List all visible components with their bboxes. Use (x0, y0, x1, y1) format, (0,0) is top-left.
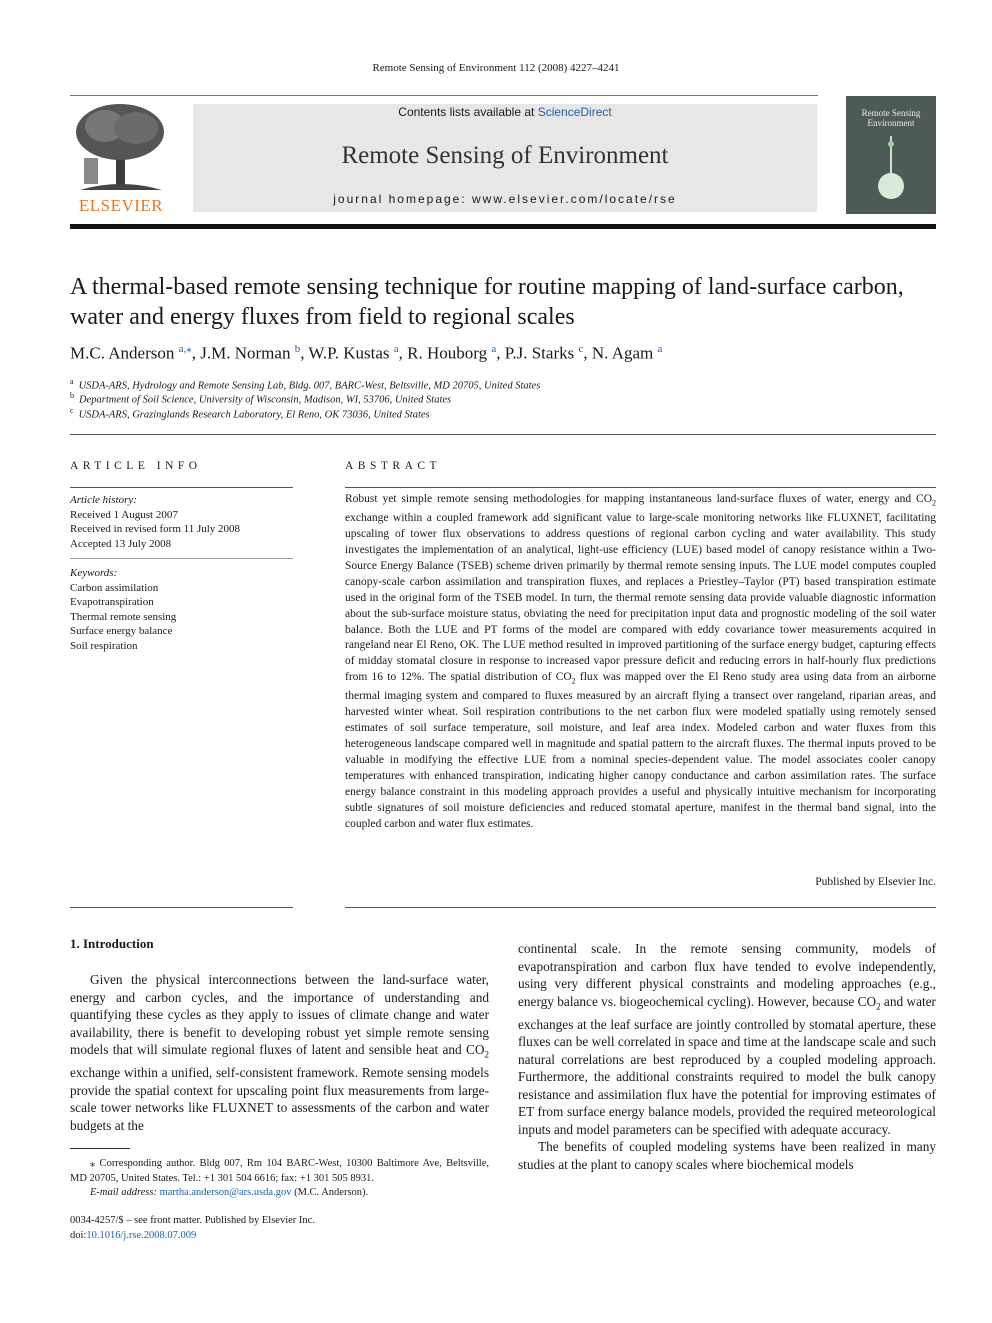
affiliation-text: Department of Soil Science, University of Wisconsin, Madison, WI, 53706, United States (79, 394, 452, 406)
publisher-logo-text: ELSEVIER (78, 196, 164, 215)
keyword-item: Thermal remote sensing (70, 610, 177, 623)
body-text: and water exchanges at the leaf surface are jointly controlled by stomatal aperture, these fluxes can be well correlated in space and time at the landscape scale and such natural correlations are best reproduced by a coupled modeling approach. Furthermore, the additional constraints required to model the bulk canopy resistance and assimilation flux have the potential for improving estimates of ET from surface energy balance models, provided the required meteorological inputs and model parameters can be specified with adequate accuracy. (518, 993, 936, 1137)
keywords-label: Keywords: (70, 567, 118, 579)
history-item: Received 1 August 2007 (70, 508, 178, 521)
history-item: Accepted 13 July 2008 (70, 537, 172, 550)
cover-globe-icon (871, 136, 911, 206)
contents-line (193, 105, 817, 119)
intro-right-column (518, 940, 936, 1173)
subscript: 2 (571, 676, 576, 686)
history-label: Article history: (70, 494, 137, 506)
author-separator: , (398, 343, 408, 363)
author-affil-marker[interactable]: a (491, 343, 497, 355)
article-info-rule (70, 487, 293, 488)
header-thick-rule (70, 224, 936, 229)
abstract-part: exchange within a coupled framework add significant value to large-scale monitoring networks like FLUXNET, facilitating upscaling of tower flux observations to address questions of regional carbon cycling and water availability. This study investigates the implementation of an analytical, light-use efficiency (LUE) based model of canopy resistance within a Two-Source Energy Balance (TSEB) scheme driven primarily by thermal remote sensing inputs. The LUE model computes coupled canopy-scale carbon assimilation and transpiration fluxes, and replaces a Priestley–Taylor (PT) based transpiration estimate used in the original form of the TSEB model. In turn, the thermal remote sensing data provide valuable diagnostic information about the sub-surface moisture status, obviating the need for precipitation input data and prognostic modeling of the soil water balance. Both the LUE and PT forms of the model are compared with eddy covariance tower measurements acquired in rangeland near El Reno, OK. The LUE method resulted in improved partitioning of the surface energy budget, capturing effects of midday stomatal closure in response to increased vapor pressure deficit and reducing errors in half-hourly flux predictions from 16 to 12%. The spatial distribution of CO (345, 512, 936, 684)
section-rule-right (345, 907, 936, 908)
issn-line: 0034-4257/$ – see front matter. Published by Elsevier Inc. (70, 1215, 315, 1226)
sciencedirect-link[interactable]: ScienceDirect (537, 105, 612, 119)
author-name: P.J. Starks (504, 343, 575, 363)
body-text: The benefits of coupled modeling systems have been realized in many studies at the plant to canopy scales where biochemical models (518, 1139, 936, 1172)
header-top-rule (70, 95, 818, 96)
doi-line (70, 1229, 489, 1244)
keyword-item: Evapotranspiration (70, 596, 154, 608)
contents-prefix: Contents lists available at (398, 105, 538, 119)
elsevier-tree-icon (70, 100, 172, 196)
history-item: Received in revised form 11 July 2008 (70, 523, 241, 535)
author-affil-marker[interactable]: b (294, 343, 301, 355)
email-line (70, 1186, 489, 1201)
author-affil-marker[interactable]: a (657, 343, 663, 355)
affiliation-marker: c (70, 406, 74, 415)
doi-link[interactable]: 10.1016/j.rse.2008.07.009 (86, 1229, 197, 1241)
cover-title: Remote Sensing Environment (861, 108, 921, 128)
email-label: E-mail address: (90, 1187, 157, 1198)
journal-homepage[interactable]: journal homepage: www.elsevier.com/locate/rse (333, 192, 677, 206)
affiliation-marker: a (70, 377, 74, 386)
subscript: 2 (876, 1001, 881, 1012)
abstract-part: flux was mapped over the El Reno study area using data from an airborne thermal imaging system and compared to fluxes measured by an aircraft flying a transect over rangeland, riparian areas, and harvested winter wheat. Soil respiration contributions to the net carbon flux were modeled spatially using remotely sensed estimates of soil surface temperature, soil moisture, and leaf area index. Modeled carbon and water fluxes from this heterogeneous landscape compared well in magnitude and spatial pattern to the aircraft fluxes. The thermal inputs proved to be valuable in modifying the effective LUE from a nominal species-dependent value. The model associates cooler canopy temperatures with enhanced transpiration, indicating higher canopy conductance and carbon assimilation rates. The surface energy balance constraint in this modeling approach provides a useful and physically intuitive mechanism for incorporating subtle signatures of soil moisture deficiencies and reduced stomatal aperture, manifest in the thermal band signal, into the coupled carbon and water flux estimates. (345, 671, 936, 830)
running-head: Remote Sensing of Environment 112 (2008) 4227–4241 (372, 62, 620, 74)
front-matter (70, 1214, 489, 1243)
subscript: 2 (932, 498, 936, 508)
author-affil-marker[interactable]: a,⁎ (178, 343, 192, 355)
affiliation (70, 377, 540, 392)
author-separator: , (300, 343, 309, 363)
abstract-part: Robust yet simple remote sensing methodologies for mapping instantaneous land-surface fluxes of water, energy and CO (345, 493, 932, 505)
email-suffix: (M.C. Anderson). (291, 1187, 369, 1198)
corresponding-footnote (70, 1157, 489, 1201)
author-name: R. Houborg (407, 343, 488, 363)
footnote-rule (70, 1148, 130, 1149)
affiliation-text: USDA-ARS, Hydrology and Remote Sensing Lab, Bldg. 007, BARC-West, Beltsville, MD 20705, United States (78, 380, 541, 392)
abstract-heading: ABSTRACT (345, 460, 442, 472)
author-separator: , (191, 343, 201, 363)
affiliation (70, 391, 451, 406)
author-name: N. Agam (591, 343, 654, 363)
doi-label: doi: (70, 1229, 87, 1241)
keyword-item: Surface energy balance (70, 625, 173, 637)
section-heading: 1. Introduction (70, 936, 154, 951)
history-rule (70, 558, 293, 559)
subscript: 2 (484, 1049, 489, 1060)
email-link[interactable]: martha.anderson@ars.usda.gov (159, 1187, 292, 1198)
abstract-text (345, 492, 936, 833)
intro-left-column (70, 971, 489, 1134)
journal-cover-thumbnail[interactable] (846, 96, 936, 214)
corresponding-author-text: ⁎ Corresponding author. Bldg 007, Rm 104 BARC-West, 10300 Baltimore Ave, Beltsville, MD 20705, United States. Tel.: +1 301 504 6616; fax: +1 301 505 8931. (70, 1158, 489, 1184)
keyword-item: Carbon assimilation (70, 581, 159, 594)
journal-title: Remote Sensing of Environment (341, 142, 669, 169)
keywords-block (70, 566, 293, 653)
article-info-heading: ARTICLE INFO (70, 460, 202, 472)
section-rule-left (70, 907, 293, 908)
author-affil-marker[interactable]: c (578, 343, 584, 355)
affiliation (70, 406, 430, 421)
author-name: M.C. Anderson (70, 343, 175, 363)
author-separator: , (496, 343, 505, 363)
body-text: exchange within a unified, self-consistent framework. Remote sensing models provide the spatial context for upscaling point flux measurements from large-scale tower networks like FLUXNET to assessments of the carbon and water budgets at the (70, 1065, 489, 1133)
keyword-item: Soil respiration (70, 639, 138, 652)
body-text: continental scale. In the remote sensing community, models of evapotranspiration and carbon flux have tended to evolve independently, using very different physical constraints and modeling approaches (e.g., energy balance vs. biogeochemical cycling). However, because CO (518, 941, 936, 1009)
abstract-rule (345, 487, 936, 488)
author-name: W.P. Kustas (308, 343, 390, 363)
affiliation-text: USDA-ARS, Grazinglands Research Laboratory, El Reno, OK 73036, United States (78, 409, 430, 421)
author-list (70, 342, 940, 364)
article-history (70, 493, 293, 551)
published-by: Published by Elsevier Inc. (815, 876, 936, 888)
body-text: Given the physical interconnections between the land-surface water, energy and carbon cycles, and the importance of understanding and quantifying these cycles as they apply to issues of climate change and water availability, there is benefit to developing robust yet simple remote sensing models that will simulate regional fluxes of latent and sensible heat and CO (70, 972, 489, 1057)
elsevier-logo[interactable] (70, 100, 172, 214)
author-name: J.M. Norman (200, 343, 291, 363)
affiliation-marker: b (70, 391, 74, 400)
article-title: A thermal-based remote sensing technique for routine mapping of land-surface carbon, water and energy fluxes from field to regional scales (70, 274, 904, 330)
author-separator: , (583, 343, 592, 363)
author-affil-marker[interactable]: a (393, 343, 399, 355)
affiliation-rule (70, 434, 936, 435)
